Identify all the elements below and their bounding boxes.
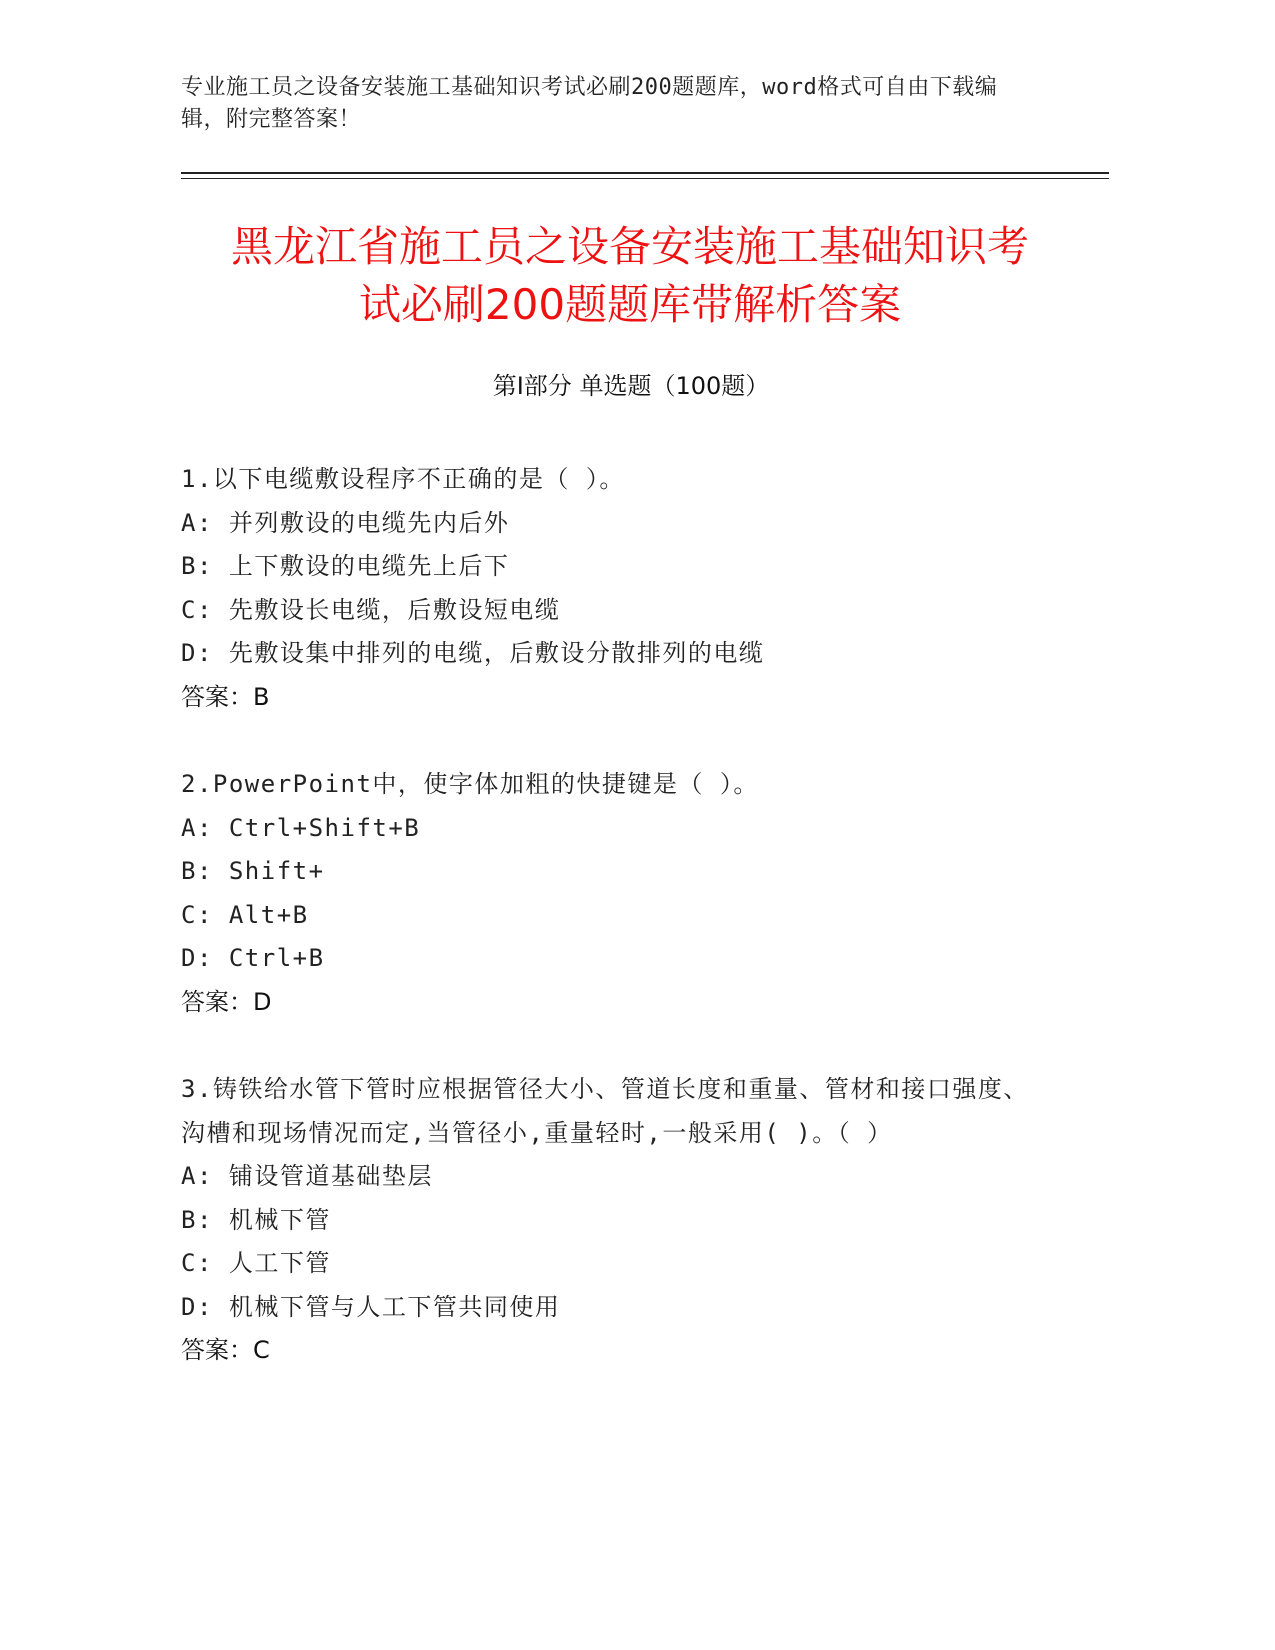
- option-d: D: 先敷设集中排列的电缆，后敷设分散排列的电缆: [181, 639, 765, 667]
- option-a: A: 并列敷设的电缆先内后外: [181, 508, 510, 537]
- header-rule-thick: [181, 172, 1109, 174]
- title-line-1: 黑龙江省施工员之设备安装施工基础知识考: [230, 222, 1029, 271]
- question-2: [181, 763, 1041, 1024]
- header-rule-thin: [181, 178, 1109, 179]
- option-c: C: 人工下管: [181, 1249, 331, 1277]
- option-a: A: Ctrl+Shift+B: [181, 813, 421, 842]
- question-1: [181, 458, 1041, 719]
- answer: 答案：B: [181, 682, 270, 711]
- option-d: D: Ctrl+B: [181, 944, 325, 972]
- question-3: [181, 1068, 1041, 1373]
- section-heading: 第Ⅰ部分 单选题（100题）: [492, 372, 770, 400]
- question-stem: 3.铸铁给水管下管时应根据管径大小、管道长度和重量、管材和接口强度、沟槽和现场情况而定,当管径小,重量轻时,一般采用( )。（ ）: [181, 1075, 1029, 1147]
- answer: 答案：D: [181, 987, 272, 1016]
- title-line-2: 试必刷200题题库带解析答案: [358, 280, 902, 329]
- question-list: [181, 458, 1041, 1417]
- option-c: C: 先敷设长电缆，后敷设短电缆: [181, 595, 561, 624]
- option-c: C: Alt+B: [181, 900, 309, 929]
- question-stem: 2.PowerPoint中，使字体加粗的快捷键是（ ）。: [181, 770, 759, 798]
- document-title: [150, 218, 1110, 334]
- option-d: D: 机械下管与人工下管共同使用: [181, 1292, 561, 1321]
- header-note: 专业施工员之设备安装施工基础知识考试必刷200题题库，word格式可自由下载编辑，附完整答案！: [181, 75, 998, 132]
- option-a: A: 铺设管道基础垫层: [181, 1162, 433, 1190]
- option-b: B: 上下敷设的电缆先上后下: [181, 552, 510, 580]
- answer: 答案：C: [181, 1336, 270, 1364]
- option-b: B: 机械下管: [181, 1205, 331, 1234]
- question-stem: 1.以下电缆敷设程序不正确的是（ ）。: [181, 465, 625, 493]
- option-b: B: Shift+: [181, 857, 325, 885]
